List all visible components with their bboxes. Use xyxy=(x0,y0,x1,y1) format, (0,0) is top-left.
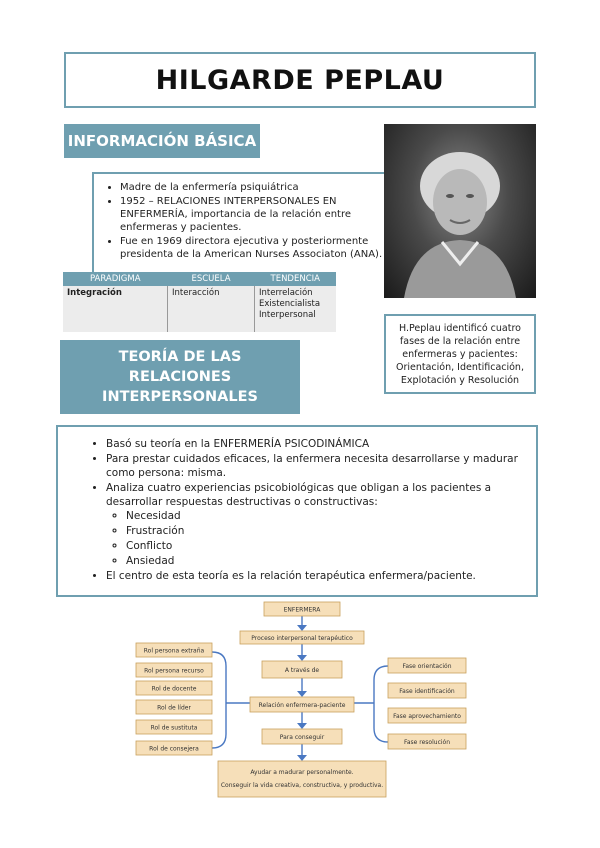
role-label: Rol de líder xyxy=(157,704,191,712)
paradigma-cell: Integración xyxy=(63,286,168,332)
info-bullet: • Fue en 1969 directora ejecutiva y posteriormente presidenta de la American Nurses Associaton (ANA). xyxy=(120,235,400,261)
role-node xyxy=(136,663,212,677)
node-proceso xyxy=(240,631,364,644)
goal-line: Ayudar a madurar personalmente. xyxy=(250,769,354,776)
node-enfermera xyxy=(264,602,340,616)
fase-label: Fase aprovechamiento xyxy=(393,713,461,720)
fase-node xyxy=(388,658,466,673)
role-label: Rol de sustituta xyxy=(150,724,198,732)
experiencia-item: ◦ Conflicto xyxy=(126,539,526,553)
node-relacion xyxy=(250,697,354,712)
teoria-bullet: • El centro de esta teoría es la relación terapéutica enfermera/paciente. xyxy=(106,569,526,583)
teoria-bullet: • Para prestar cuidados eficaces, la enfermera necesita desarrollarse y madurar como persona: misma. xyxy=(106,452,526,480)
page-title: HILGARDE PEPLAU xyxy=(155,64,445,96)
node-label: ENFERMERA xyxy=(283,606,321,614)
teoria-bullet: • Basó su teoría en la ENFERMERÍA PSICODINÁMICA xyxy=(106,437,526,451)
right-bracket xyxy=(374,666,388,742)
fase-label: Fase resolución xyxy=(403,739,451,746)
role-node xyxy=(136,741,212,755)
escuela-cell: Interacción xyxy=(168,286,255,332)
diagram-svg xyxy=(130,596,475,806)
arrow-down-icon xyxy=(297,691,307,697)
node-label: Relación enfermera-paciente xyxy=(258,702,346,709)
node-goal xyxy=(218,761,386,797)
experiencia-item: ◦ Ansiedad xyxy=(126,554,526,568)
role-node xyxy=(136,643,212,657)
arrow-down-icon xyxy=(297,755,307,761)
paradigm-table xyxy=(63,272,336,332)
info-bullet: • Madre de la enfermería psiquiátrica xyxy=(120,181,400,194)
node-label: Proceso interpersonal terapéutico xyxy=(251,635,353,642)
fase-node xyxy=(388,683,466,698)
node-para xyxy=(262,729,342,744)
node-traves xyxy=(262,661,342,678)
tendencia-cell xyxy=(255,286,337,332)
role-node xyxy=(136,700,212,714)
node-label: Para conseguir xyxy=(279,734,325,741)
table-header: PARADIGMA xyxy=(63,272,168,286)
teoria-bullet xyxy=(106,481,526,568)
arrow-down-icon xyxy=(297,723,307,729)
role-label: Rol persona extraña xyxy=(143,647,205,655)
fase-label: Fase identificación xyxy=(399,688,455,695)
fase-node xyxy=(388,708,466,723)
role-node xyxy=(136,720,212,734)
fase-label: Fase orientación xyxy=(402,663,452,670)
tendencia-item: Interpersonal xyxy=(259,310,316,320)
role-label: Rol de docente xyxy=(151,685,197,693)
node-label: A través de xyxy=(284,667,320,674)
title-box xyxy=(64,52,536,108)
portrait-figure xyxy=(384,124,536,298)
info-heading: INFORMACIÓN BÁSICA xyxy=(64,124,260,158)
info-list xyxy=(100,181,400,262)
left-bracket xyxy=(212,652,226,748)
fase-node xyxy=(388,734,466,749)
table-header: ESCUELA xyxy=(168,272,255,286)
arrow-down-icon xyxy=(297,625,307,631)
tendencia-item: Interrelación xyxy=(259,288,313,298)
role-node xyxy=(136,681,212,695)
role-label: Rol persona recurso xyxy=(144,667,204,675)
phases-note: H.Peplau identificó cuatro fases de la relación entre enfermeras y pacientes: Orientación, Identificación, Explotación y Resolución xyxy=(384,314,536,394)
experiencia-item: ◦ Frustración xyxy=(126,524,526,538)
teoria-bullet-text: Analiza cuatro experiencias psicobiológicas que obligan a los pacientes a desarrollar respuestas destructivas o constructivas: xyxy=(106,482,492,508)
experiencia-item: ◦ Necesidad xyxy=(126,509,526,523)
process-diagram xyxy=(130,596,475,806)
table-header: TENDENCIA xyxy=(255,272,337,286)
arrow-down-icon xyxy=(297,655,307,661)
info-bullet: • 1952 – RELACIONES INTERPERSONALES EN ENFERMERÍA, importancia de la relación entre enfermeras y pacientes. xyxy=(120,195,400,234)
role-label: Rol de consejera xyxy=(149,745,199,753)
teoria-list xyxy=(86,437,526,584)
teoria-heading: TEORÍA DE LAS RELACIONES INTERPERSONALES xyxy=(60,340,300,414)
tendencia-item: Existencialista xyxy=(259,299,321,309)
portrait-photo xyxy=(384,124,536,298)
goal-line: Conseguir la vida creativa, constructiva, y productiva. xyxy=(220,782,384,789)
